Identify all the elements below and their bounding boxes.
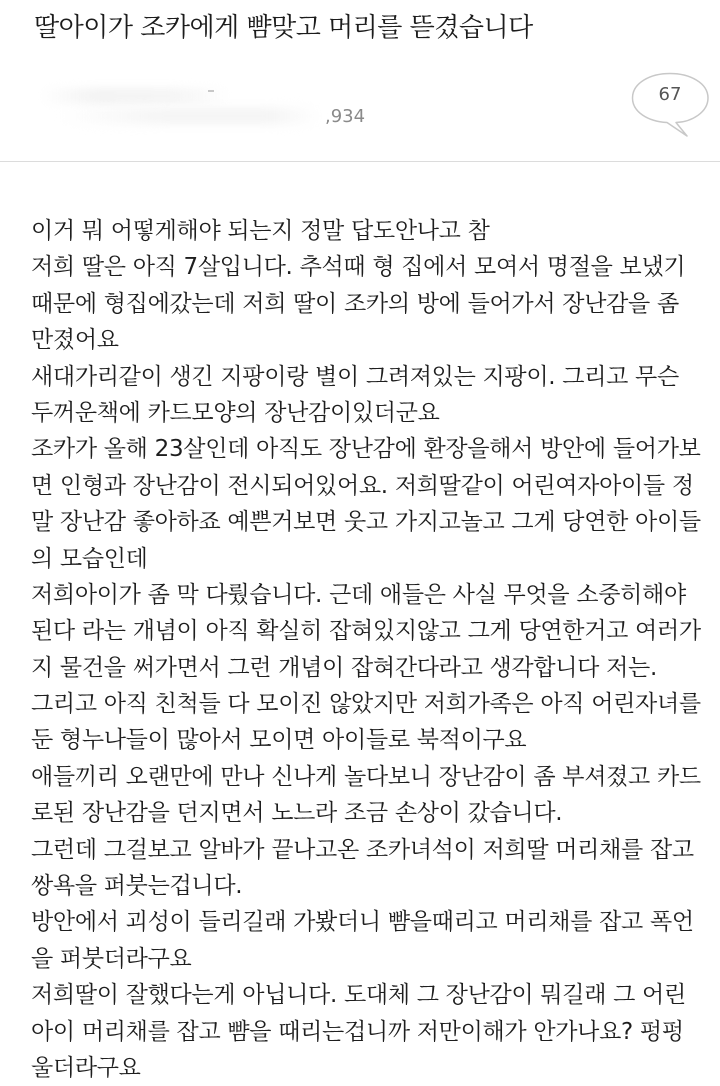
body-line: 쌍욕을 퍼붓는겁니다. <box>31 873 243 900</box>
post-title: 딸아이가 조카에게 뺨맞고 머리를 뜯겼습니다 <box>34 13 533 43</box>
body-line: 애들끼리 오랜만에 만나 신나게 놀다보니 장난감이 좀 부셔졌고 카드 <box>31 763 701 790</box>
body-line: 둔 형누나들이 많아서 모이면 아이들로 북적이구요 <box>31 727 527 754</box>
body-line: 그런데 그걸보고 알바가 끝나고온 조카녀석이 저희딸 머리채를 잡고 <box>31 836 694 863</box>
body-line: 방안에서 괴성이 들리길래 가봤더니 뺨을때리고 머리채를 잡고 폭언 <box>31 909 694 936</box>
view-count: ,934 <box>325 106 366 127</box>
comment-count-button[interactable] <box>631 72 711 136</box>
body-line: 저희 딸은 아직 7살입니다. 추석때 형 집에서 모여서 명절을 보냈기 <box>31 254 686 281</box>
body-line: 울더라구요 <box>31 1054 141 1081</box>
post-date-redacted <box>60 108 320 124</box>
body-line: 저희딸이 잘했다는게 아닙니다. 도대체 그 장난감이 뭐길래 그 어린 <box>31 982 686 1009</box>
body-line: 그리고 아직 친척들 다 모이진 않았지만 저희가족은 아직 어린자녀를 <box>31 691 701 718</box>
post-body <box>31 213 720 1086</box>
body-line: 된다 라는 개념이 아직 확실히 잡혀있지않고 그게 당연한거고 여러가 <box>31 618 701 645</box>
body-line: 로된 장난감을 던지면서 노느라 조금 손상이 갔습니다. <box>31 800 563 827</box>
body-line: 말 장난감 좋아하죠 예쁜거보면 웃고 가지고놀고 그게 당연한 아이들 <box>31 509 701 536</box>
author-separator <box>208 90 214 92</box>
body-line: 아이 머리채를 잡고 뺨을 때리는겁니까 저만이해가 안가나요? 펑펑 <box>31 1018 684 1045</box>
body-line: 을 퍼붓더라구요 <box>31 945 192 972</box>
post-meta <box>0 70 720 162</box>
body-line: 조카가 올해 23살인데 아직도 장난감에 환장을해서 방안에 들어가보 <box>31 436 701 463</box>
body-line: 지 물건을 써가면서 그런 개념이 잡혀간다라고 생각합니다 저는. <box>31 654 657 681</box>
body-line: 때문에 형집에갔는데 저희 딸이 조카의 방에 들어가서 장난감을 좀 <box>31 290 679 317</box>
body-line: 면 인형과 장난감이 전시되어있어요. 저희딸같이 어린여자아이들 정 <box>31 472 694 499</box>
author-name-redacted <box>40 88 230 104</box>
body-line: 만졌어요 <box>31 327 119 354</box>
comment-count: 67 <box>658 84 682 105</box>
body-line: 저희아이가 좀 막 다뤘습니다. 근데 애들은 사실 무엇을 소중히해야 <box>31 581 686 608</box>
body-line: 두꺼운책에 카드모양의 장난감이있더군요 <box>31 399 440 426</box>
header-divider <box>0 161 720 162</box>
body-line: 의 모습인데 <box>31 545 148 572</box>
body-line: 이거 뭐 어떻게해야 되는지 정말 답도안나고 참 <box>31 218 490 244</box>
body-line: 새대가리같이 생긴 지팡이랑 별이 그려져있는 지팡이. 그리고 무슨 <box>31 363 679 390</box>
